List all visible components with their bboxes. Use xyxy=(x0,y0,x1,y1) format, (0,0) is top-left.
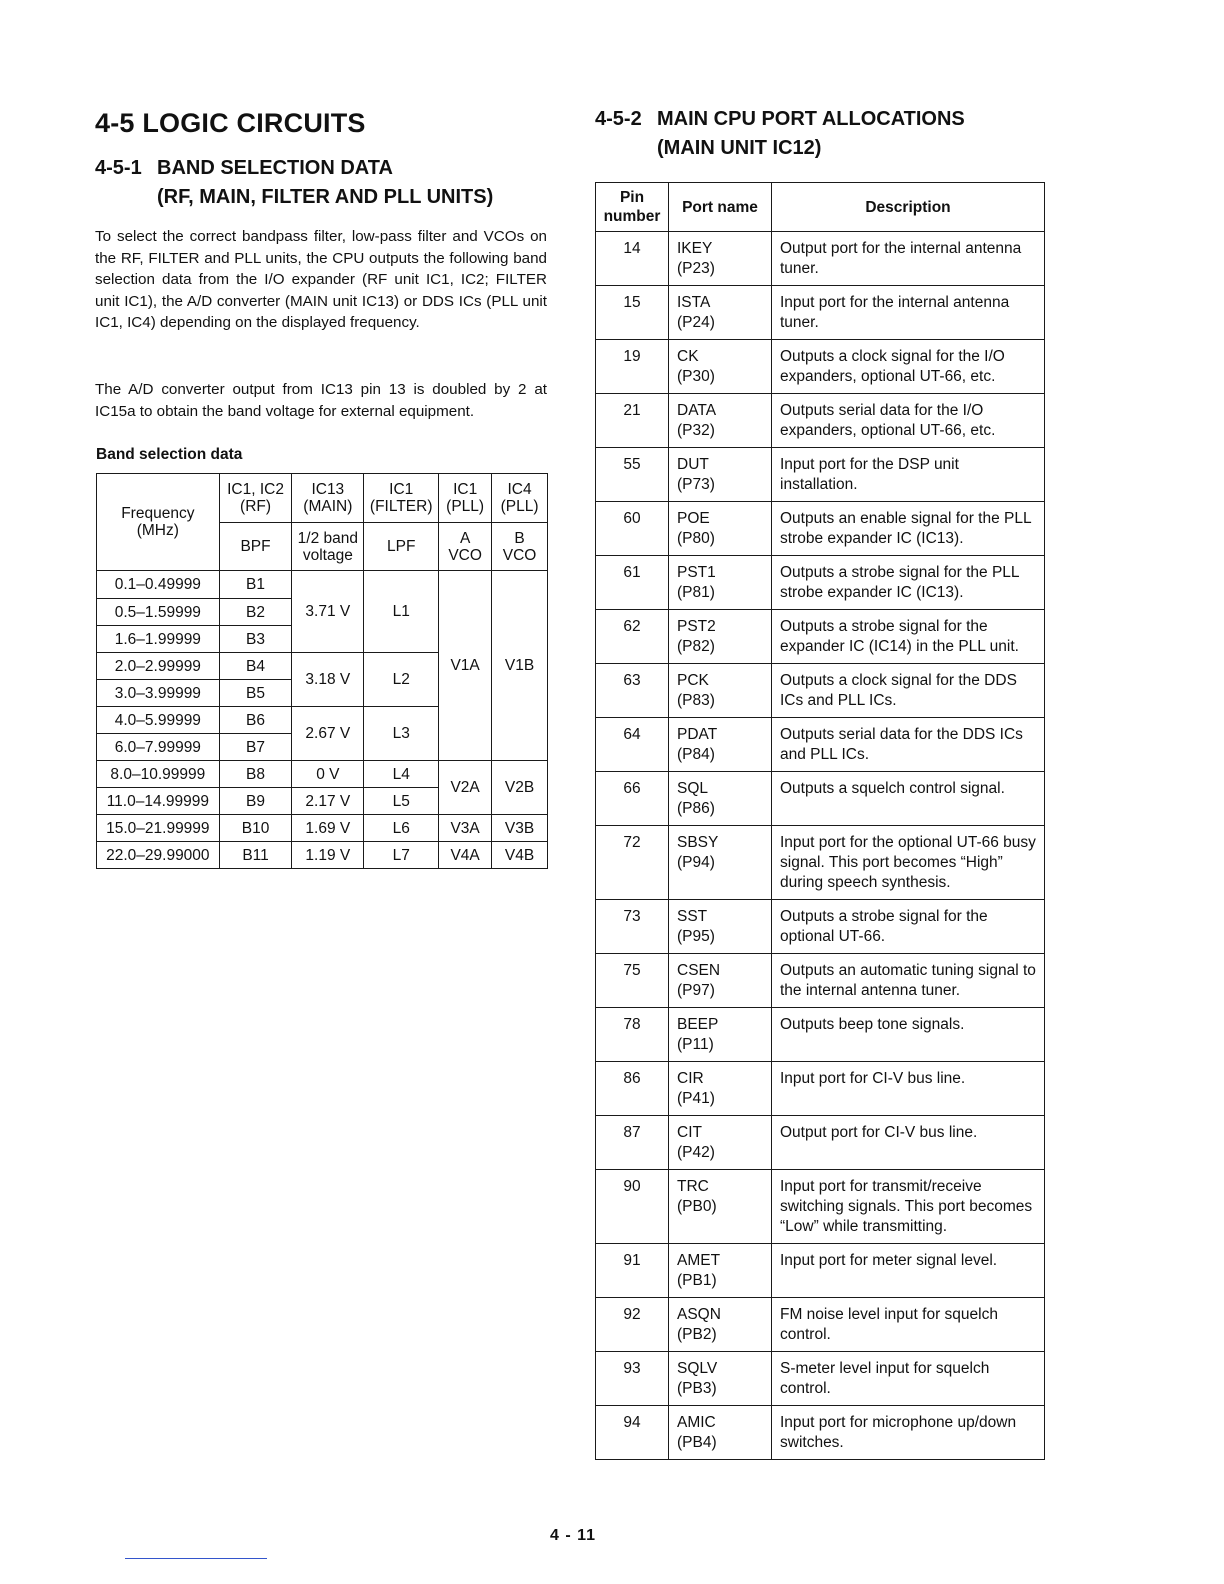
pin-number-cell: 91 xyxy=(596,1244,669,1298)
port-name-cell xyxy=(669,900,772,954)
port-name-cell xyxy=(669,394,772,448)
lpf-cell: L1 xyxy=(364,571,439,653)
port-name-cell xyxy=(669,502,772,556)
port-name-cell xyxy=(669,232,772,286)
ic4-pll-header: IC4 (PLL) xyxy=(492,474,548,523)
pin-number-cell: 21 xyxy=(596,394,669,448)
footer-rule xyxy=(125,1558,267,1559)
port-signal-name: AMET xyxy=(677,1252,721,1269)
port-id: (P97) xyxy=(677,982,715,999)
description-cell: Input port for the optional UT-66 busy signal. This port becomes “High” during speech synthesis. xyxy=(772,826,1045,900)
port-signal-name: POE xyxy=(677,510,710,527)
port-signal-name: CSEN xyxy=(677,962,721,979)
freq-cell: 6.0–7.99999 xyxy=(97,734,220,761)
table-row xyxy=(596,718,1045,772)
port-signal-name: CIT xyxy=(677,1124,702,1141)
freq-cell: 3.0–3.99999 xyxy=(97,680,220,707)
description-cell: Input port for meter signal level. xyxy=(772,1244,1045,1298)
band-selection-table xyxy=(96,473,548,869)
port-name-cell xyxy=(669,1406,772,1460)
lpf-cell: L5 xyxy=(364,788,439,815)
bpf-cell: B1 xyxy=(219,571,292,599)
pin-number-cell: 19 xyxy=(596,340,669,394)
table-row xyxy=(596,900,1045,954)
port-signal-name: TRC xyxy=(677,1178,709,1195)
port-id: (P80) xyxy=(677,530,715,547)
freq-cell: 11.0–14.99999 xyxy=(97,788,220,815)
freq-header: Frequency (MHz) xyxy=(97,474,220,571)
port-signal-name: IKEY xyxy=(677,240,713,257)
port-signal-name: PDAT xyxy=(677,726,718,743)
b-vco-cell: V1B xyxy=(492,571,548,761)
pin-number-cell: 61 xyxy=(596,556,669,610)
pin-number-cell: 66 xyxy=(596,772,669,826)
port-name-cell xyxy=(669,1116,772,1170)
port-signal-name: DATA xyxy=(677,402,717,419)
freq-cell: 22.0–29.99000 xyxy=(97,842,220,869)
port-name-cell xyxy=(669,826,772,900)
b-vco-cell: V2B xyxy=(492,761,548,815)
port-id: (PB0) xyxy=(677,1198,717,1215)
ic-rf-header: IC1, IC2 (RF) xyxy=(219,474,292,523)
port-name-cell xyxy=(669,610,772,664)
b-vco-cell: V4B xyxy=(492,842,548,869)
bpf-cell: B6 xyxy=(219,707,292,734)
page-number: 4 - 11 xyxy=(550,1527,597,1544)
pin-number-cell: 14 xyxy=(596,232,669,286)
port-allocation-title: MAIN CPU PORT ALLOCATIONS xyxy=(657,108,965,130)
pin-number-cell: 87 xyxy=(596,1116,669,1170)
lpf-cell: L4 xyxy=(364,761,439,788)
pin-number-cell: 72 xyxy=(596,826,669,900)
table-row xyxy=(596,1352,1045,1406)
port-name-cell xyxy=(669,1062,772,1116)
port-id: (PB1) xyxy=(677,1272,717,1289)
a-vco-cell: V1A xyxy=(439,571,492,761)
ad-converter-paragraph: The A/D converter output from IC13 pin 13 is doubled by 2 at IC15a to obtain the band voltage for external equipment. xyxy=(95,381,547,420)
port-signal-name: SBSY xyxy=(677,834,719,851)
port-name-cell xyxy=(669,340,772,394)
bpf-cell: B10 xyxy=(219,815,292,842)
freq-cell: 15.0–21.99999 xyxy=(97,815,220,842)
port-name-cell xyxy=(669,448,772,502)
port-name-header: Port name xyxy=(669,183,772,232)
description-cell: Output port for CI-V bus line. xyxy=(772,1116,1045,1170)
ic1-pll-header: IC1 (PLL) xyxy=(439,474,492,523)
port-allocation-subtitle: (MAIN UNIT IC12) xyxy=(657,137,822,159)
description-cell: Outputs an enable signal for the PLL strobe expander IC (IC13). xyxy=(772,502,1045,556)
freq-cell: 0.1–0.49999 xyxy=(97,571,220,599)
description-cell: Outputs an automatic tuning signal to the internal antenna tuner. xyxy=(772,954,1045,1008)
port-id: (P83) xyxy=(677,692,715,709)
port-id: (P32) xyxy=(677,422,715,439)
table-row xyxy=(596,610,1045,664)
port-id: (P84) xyxy=(677,746,715,763)
port-name-cell xyxy=(669,1298,772,1352)
bpf-cell: B9 xyxy=(219,788,292,815)
port-signal-name: SST xyxy=(677,908,708,925)
bpf-cell: B5 xyxy=(219,680,292,707)
pin-number-cell: 78 xyxy=(596,1008,669,1062)
lpf-cell: L3 xyxy=(364,707,439,761)
table-row xyxy=(596,1116,1045,1170)
port-name-cell xyxy=(669,1170,772,1244)
description-cell: Input port for microphone up/down switches. xyxy=(772,1406,1045,1460)
description-cell: Outputs beep tone signals. xyxy=(772,1008,1045,1062)
band-selection-subtitle: (RF, MAIN, FILTER AND PLL UNITS) xyxy=(157,186,494,208)
port-name-cell xyxy=(669,664,772,718)
freq-cell: 2.0–2.99999 xyxy=(97,653,220,680)
description-header: Description xyxy=(772,183,1045,232)
voltage-cell: 1.19 V xyxy=(292,842,364,869)
table-row xyxy=(596,1062,1045,1116)
b-vco-cell: V3B xyxy=(492,815,548,842)
voltage-subheader: 1/2 band voltage xyxy=(292,523,364,571)
port-name-cell xyxy=(669,718,772,772)
freq-cell: 4.0–5.99999 xyxy=(97,707,220,734)
port-table-body xyxy=(596,232,1045,1460)
port-id: (P95) xyxy=(677,928,715,945)
bpf-cell: B3 xyxy=(219,626,292,653)
pin-number-cell: 94 xyxy=(596,1406,669,1460)
port-name-cell xyxy=(669,1352,772,1406)
port-allocation-number: 4-5-2 xyxy=(595,108,642,130)
section-title: 4-5 LOGIC CIRCUITS xyxy=(95,108,366,138)
port-id: (P42) xyxy=(677,1144,715,1161)
b-vco-subheader: B VCO xyxy=(492,523,548,571)
band-table-caption: Band selection data xyxy=(96,446,243,463)
port-id: (P86) xyxy=(677,800,715,817)
description-cell: Outputs a clock signal for the I/O expanders, optional UT-66, etc. xyxy=(772,340,1045,394)
bpf-cell: B4 xyxy=(219,653,292,680)
table-row xyxy=(596,1244,1045,1298)
pin-number-cell: 75 xyxy=(596,954,669,1008)
pin-number-cell: 60 xyxy=(596,502,669,556)
freq-cell: 0.5–1.59999 xyxy=(97,599,220,626)
table-row xyxy=(596,1170,1045,1244)
a-vco-cell: V3A xyxy=(439,815,492,842)
voltage-cell: 2.17 V xyxy=(292,788,364,815)
port-id: (PB2) xyxy=(677,1326,717,1343)
port-signal-name: PST2 xyxy=(677,618,716,635)
port-allocation-heading xyxy=(595,105,965,163)
table-row xyxy=(596,556,1045,610)
description-cell: Outputs serial data for the DDS ICs and PLL ICs. xyxy=(772,718,1045,772)
table-row xyxy=(596,826,1045,900)
pin-number-cell: 93 xyxy=(596,1352,669,1406)
description-cell: Outputs a strobe signal for the expander IC (IC14) in the PLL unit. xyxy=(772,610,1045,664)
table-row xyxy=(596,448,1045,502)
table-row xyxy=(596,954,1045,1008)
pin-number-cell: 62 xyxy=(596,610,669,664)
port-id: (PB4) xyxy=(677,1434,717,1451)
description-cell: Outputs a squelch control signal. xyxy=(772,772,1045,826)
port-signal-name: PST1 xyxy=(677,564,716,581)
port-signal-name: AMIC xyxy=(677,1414,716,1431)
lpf-cell: L2 xyxy=(364,653,439,707)
port-signal-name: DUT xyxy=(677,456,709,473)
port-signal-name: BEEP xyxy=(677,1016,719,1033)
band-selection-heading xyxy=(95,154,493,212)
description-cell: Outputs serial data for the I/O expanders, optional UT-66, etc. xyxy=(772,394,1045,448)
band-selection-title: BAND SELECTION DATA xyxy=(157,157,393,179)
voltage-cell: 3.18 V xyxy=(292,653,364,707)
bpf-cell: B8 xyxy=(219,761,292,788)
pin-number-cell: 73 xyxy=(596,900,669,954)
table-row xyxy=(596,394,1045,448)
port-signal-name: PCK xyxy=(677,672,709,689)
table-row xyxy=(596,1008,1045,1062)
port-name-cell xyxy=(669,1008,772,1062)
pin-number-cell: 55 xyxy=(596,448,669,502)
bpf-cell: B7 xyxy=(219,734,292,761)
port-name-cell xyxy=(669,772,772,826)
table-row xyxy=(596,1298,1045,1352)
bpf-cell: B2 xyxy=(219,599,292,626)
port-id: (P24) xyxy=(677,314,715,331)
description-cell: S-meter level input for squelch control. xyxy=(772,1352,1045,1406)
port-signal-name: SQL xyxy=(677,780,709,797)
pin-number-cell: 86 xyxy=(596,1062,669,1116)
a-vco-cell: V4A xyxy=(439,842,492,869)
port-name-cell xyxy=(669,1244,772,1298)
lpf-cell: L7 xyxy=(364,842,439,869)
band-selection-number: 4-5-1 xyxy=(95,157,142,179)
description-cell: FM noise level input for squelch control. xyxy=(772,1298,1045,1352)
description-cell: Outputs a clock signal for the DDS ICs and PLL ICs. xyxy=(772,664,1045,718)
port-id: (P11) xyxy=(677,1036,714,1053)
port-signal-name: CIR xyxy=(677,1070,704,1087)
port-id: (P41) xyxy=(677,1090,715,1107)
a-vco-subheader: A VCO xyxy=(439,523,492,571)
table-row xyxy=(596,502,1045,556)
table-row xyxy=(596,340,1045,394)
pin-number-cell: 90 xyxy=(596,1170,669,1244)
port-name-cell xyxy=(669,286,772,340)
lpf-cell: L6 xyxy=(364,815,439,842)
description-cell: Input port for the DSP unit installation. xyxy=(772,448,1045,502)
port-id: (P82) xyxy=(677,638,715,655)
intro-paragraph: To select the correct bandpass filter, low-pass filter and VCOs on the RF, FILTER and PLL units, the CPU outputs the following band selection data from the I/O expander (RF unit IC1, IC2; FILTER unit IC1), the A/D converter (MAIN unit IC13) or DDS ICs (PLL unit IC1, IC4) depending on the displayed frequency. xyxy=(95,228,547,332)
voltage-cell: 1.69 V xyxy=(292,815,364,842)
port-id: (PB3) xyxy=(677,1380,717,1397)
port-allocation-table xyxy=(595,182,1045,1460)
freq-cell: 8.0–10.99999 xyxy=(97,761,220,788)
port-name-cell xyxy=(669,954,772,1008)
description-cell: Input port for CI-V bus line. xyxy=(772,1062,1045,1116)
description-cell: Output port for the internal antenna tuner. xyxy=(772,232,1045,286)
voltage-cell: 3.71 V xyxy=(292,571,364,653)
port-signal-name: ASQN xyxy=(677,1306,721,1323)
table-row xyxy=(596,1406,1045,1460)
bpf-subheader: BPF xyxy=(219,523,292,571)
a-vco-cell: V2A xyxy=(439,761,492,815)
pin-number-cell: 64 xyxy=(596,718,669,772)
pin-number-cell: 92 xyxy=(596,1298,669,1352)
pin-number-cell: 63 xyxy=(596,664,669,718)
table-row xyxy=(596,772,1045,826)
ic1-filter-header: IC1 (FILTER) xyxy=(364,474,439,523)
port-id: (P30) xyxy=(677,368,715,385)
table-row xyxy=(596,664,1045,718)
description-cell: Outputs a strobe signal for the PLL strobe expander IC (IC13). xyxy=(772,556,1045,610)
pin-number-header: Pin number xyxy=(596,183,669,232)
lpf-subheader: LPF xyxy=(364,523,439,571)
port-id: (P73) xyxy=(677,476,715,493)
port-name-cell xyxy=(669,556,772,610)
bpf-cell: B11 xyxy=(219,842,292,869)
description-cell: Outputs a strobe signal for the optional UT-66. xyxy=(772,900,1045,954)
pin-number-cell: 15 xyxy=(596,286,669,340)
description-cell: Input port for the internal antenna tuner. xyxy=(772,286,1045,340)
description-cell: Input port for transmit/receive switching signals. This port becomes “Low” while transmitting. xyxy=(772,1170,1045,1244)
table-row xyxy=(596,232,1045,286)
port-id: (P94) xyxy=(677,854,715,871)
voltage-cell: 0 V xyxy=(292,761,364,788)
freq-cell: 1.6–1.99999 xyxy=(97,626,220,653)
port-id: (P23) xyxy=(677,260,715,277)
port-signal-name: CK xyxy=(677,348,699,365)
ic13-header: IC13 (MAIN) xyxy=(292,474,364,523)
table-row xyxy=(596,286,1045,340)
port-signal-name: ISTA xyxy=(677,294,711,311)
port-signal-name: SQLV xyxy=(677,1360,718,1377)
port-id: (P81) xyxy=(677,584,715,601)
voltage-cell: 2.67 V xyxy=(292,707,364,761)
